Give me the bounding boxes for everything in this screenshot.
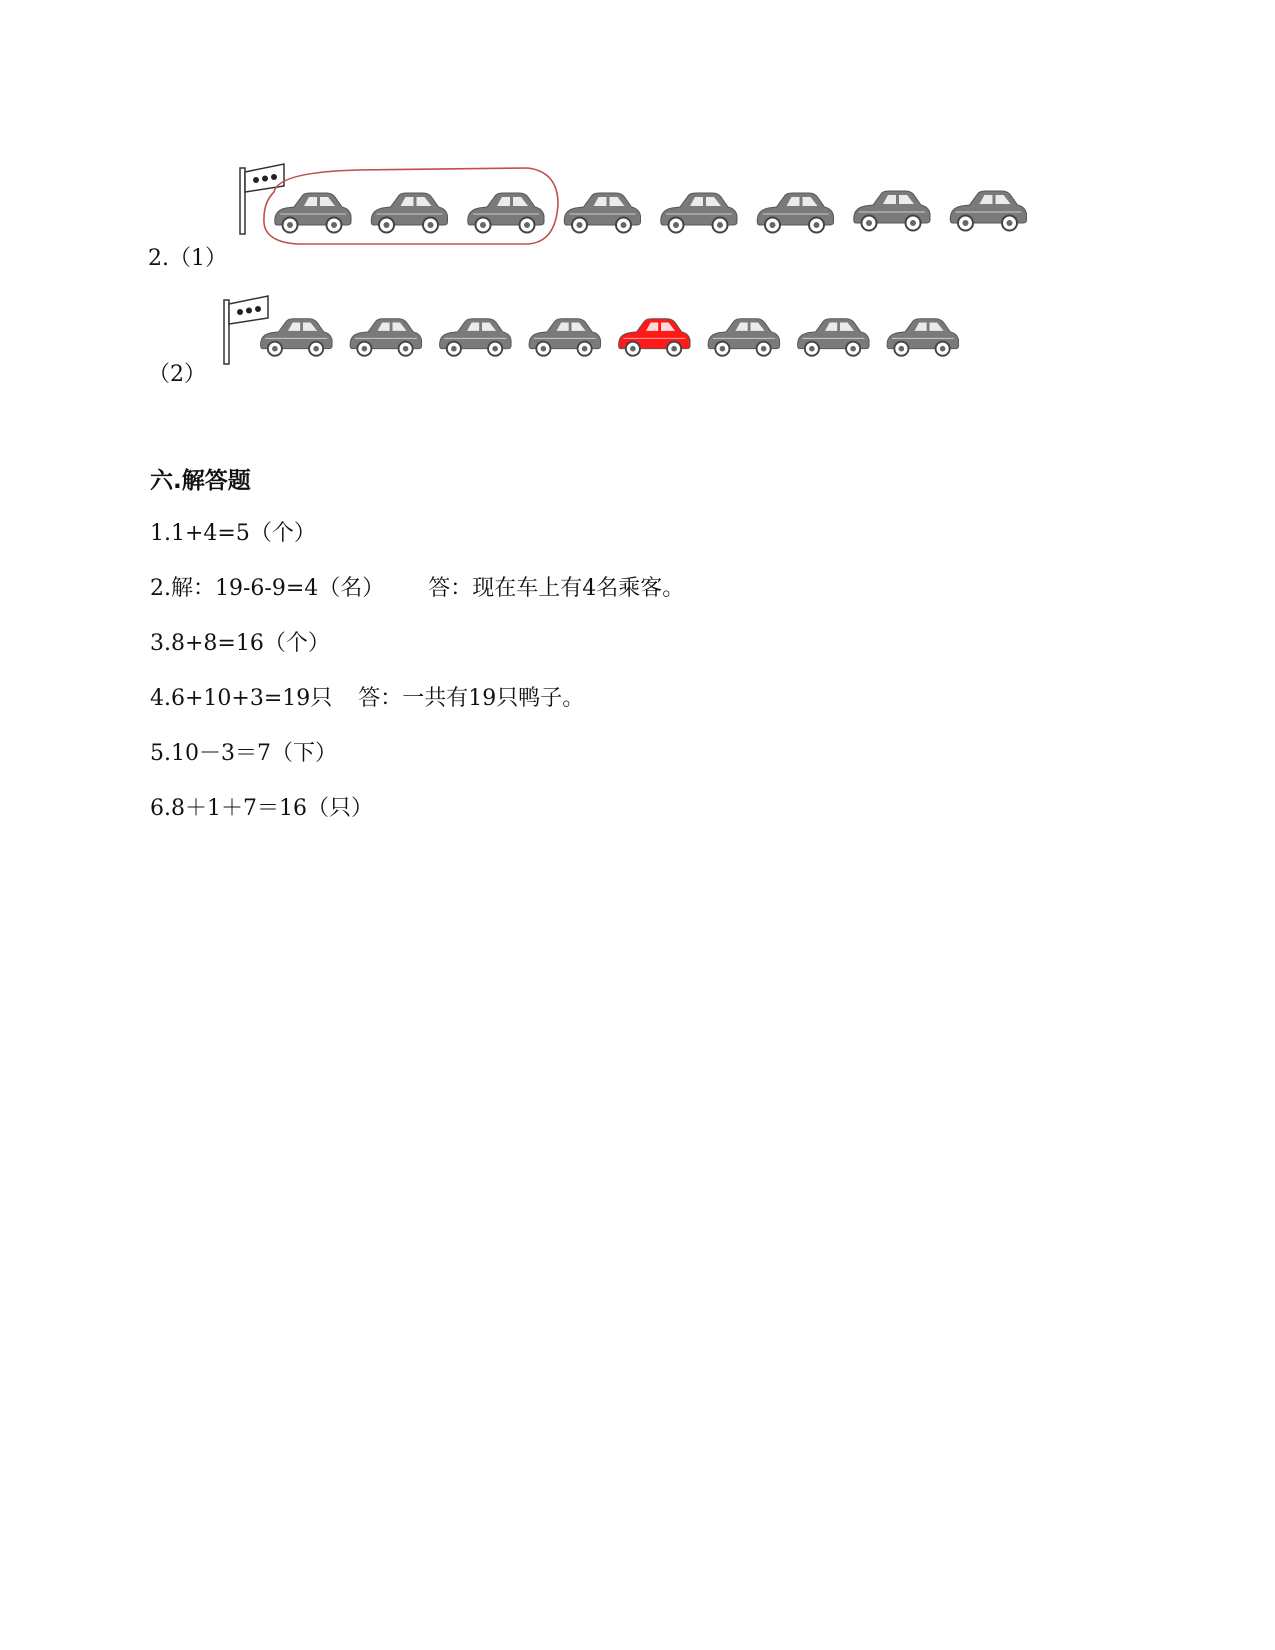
answer-3-text: 3.8+8=16（个） [150, 631, 330, 656]
answer-3 [150, 630, 330, 658]
answer-6-text: 6.8＋1＋7＝16（只） [150, 796, 373, 821]
traffic-light-icon [224, 296, 268, 364]
answer-2-reply: 答：现在车上有4名乘客。 [428, 576, 685, 601]
cars-figure-2 [222, 292, 982, 372]
cars-figure-1 [238, 158, 1058, 258]
section-title: 六.解答题 [150, 468, 251, 494]
car-icon [564, 193, 640, 233]
answer-4 [150, 685, 584, 713]
answer-2 [150, 575, 684, 603]
car-icon [275, 193, 351, 233]
answer-2-text: 2.解：19-6-9=4（名） [150, 576, 385, 601]
figure-label-1: 2.（1） [148, 246, 227, 271]
car-icon [619, 319, 690, 356]
car-icon [371, 193, 447, 233]
car-icon [887, 319, 958, 356]
car-icon [854, 191, 930, 231]
answer-5 [150, 740, 337, 768]
car-icon [757, 193, 833, 233]
answer-1 [150, 520, 316, 548]
figure-label-2: （2） [148, 362, 206, 387]
car-icon [950, 191, 1026, 231]
car-icon [261, 319, 332, 356]
answer-4-text: 4.6+10+3=19只 [150, 686, 333, 711]
answer-1-text: 1.1+4=5（个） [150, 521, 316, 546]
answer-4-reply: 答：一共有19只鸭子。 [358, 686, 585, 711]
car-icon [529, 319, 600, 356]
car-icon [661, 193, 737, 233]
car-icon [798, 319, 869, 356]
car-icon [440, 319, 511, 356]
car-icon [468, 193, 544, 233]
answer-6 [150, 795, 373, 823]
answer-5-text: 5.10－3＝7（下） [150, 741, 337, 766]
car-icon [708, 319, 779, 356]
car-icon [350, 319, 421, 356]
